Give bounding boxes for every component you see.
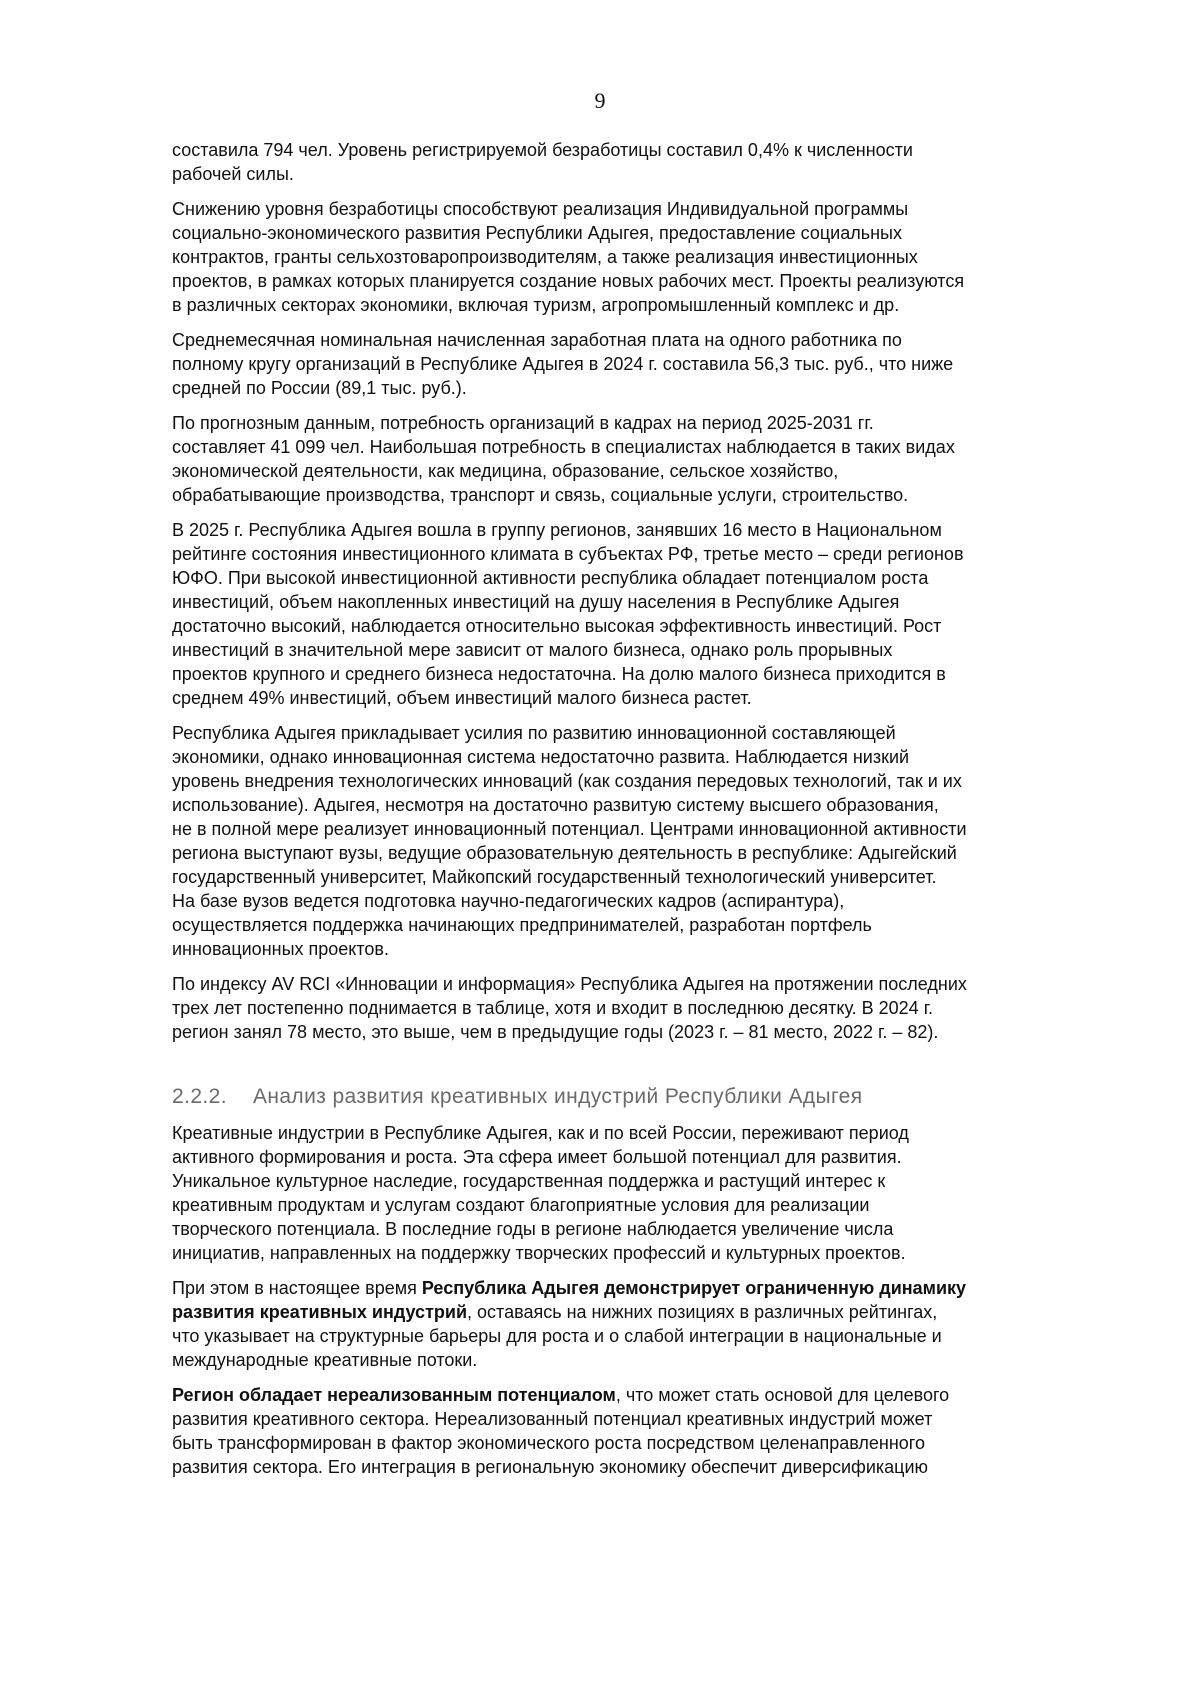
paragraph-unemployment-reduction: Снижению уровня безработицы способствуют реализация Индивидуальной программы социально-экономического развития Республики Адыгея, предоставление социальных контрактов, гранты сельхозтоваропроизводителям, а также реализация инвестиционных проектов, в рамках которых планируется создание новых рабочих мест. Проекты реализуются в различных секторах экономики, включая туризм, агропромышленный комплекс и др. <box>172 199 965 315</box>
paragraph-average-salary: Среднемесячная номинальная начисленная заработная плата на одного работника по полному кругу организаций в Республике Адыгея в 2024 г. составила 56,3 тыс. руб., что ниже средней по России (89,1 тыс. руб.). <box>172 330 954 398</box>
section-number: 2.2.2. <box>172 1085 227 1108</box>
section-title: Анализ развития креативных индустрий Республики Адыгея <box>252 1085 863 1108</box>
paragraph-unemployment-rate: составила 794 чел. Уровень регистрируемой безработицы составил 0,4% к численности рабочей силы. <box>172 140 913 184</box>
paragraph-innovation-system: Республика Адыгея прикладывает усилия по развитию инновационной составляющей экономики, однако инновационная система недостаточно развита. Наблюдается низкий уровень внедрения технологических инноваций (как создания передовых технологий, так и их использование). Адыгея, несмотря на достаточно развитую систему высшего образования, не в полной мере реализует инновационный потенциал. Центрами инновационной активности региона выступают вузы, ведущие образовательную деятельность в республике: Адыгейский государственный университет, Майкопский государственный технологический университет. На базе вузов ведется подготовка научно-педагогических кадров (аспирантура), осуществляется поддержка начинающих предпринимателей, разработан портфель инновационных проектов. <box>172 723 967 959</box>
paragraph-unrealized-potential <box>172 1383 1052 1479</box>
paragraph-innovation-index: По индексу AV RCI «Инновации и информация» Республика Адыгея на протяжении последних трех лет постепенно поднимается в таблице, хотя и входит в последнюю десятку. В 2024 г. регион занял 78 место, это выше, чем в предыдущие годы (2023 г. – 81 место, 2022 г. – 82). <box>172 974 967 1042</box>
paragraph-lead-text: При этом в настоящее время <box>172 1278 422 1298</box>
section-heading <box>172 1084 1052 1110</box>
paragraph-rest-text: , что может стать основой для целевого развития креативного сектора. Нереализованный потенциал креативных индустрий может быть трансформирован в фактор экономического роста посредством целенаправленного развития сектора. Его интеграция в региональную экономику обеспечит диверсификацию <box>172 1385 950 1477</box>
paragraph-creative-industries-intro: Креативные индустрии в Республике Адыгея, как и по всей России, переживают период активного формирования и роста. Эта сфера имеет большой потенциал для развития. Уникальное культурное наследие, государственная поддержка и растущий интерес к креативным продуктам и услугам создают благоприятные условия для реализации творческого потенциала. В последние годы в регионе наблюдается увеличение числа инициатив, направленных на поддержку творческих профессий и культурных проектов. <box>172 1123 909 1263</box>
paragraph-staff-demand: По прогнозным данным, потребность организаций в кадрах на период 2025-2031 гг. составляет 41 099 чел. Наибольшая потребность в специалистах наблюдается в таких видах экономической деятельности, как медицина, образование, сельское хозяйство, обрабатывающие производства, транспорт и связь, социальные услуги, строительство. <box>172 413 955 505</box>
paragraph-bold-text: Республика Адыгея демонстрирует ограниченную динамику развития креативных индустрий <box>172 1278 967 1322</box>
paragraph-investment-climate: В 2025 г. Республика Адыгея вошла в группу регионов, занявших 16 место в Национальном рейтинге состояния инвестиционного климата в субъектах РФ, третье место – среди регионов ЮФО. При высокой инвестиционной активности республика обладает потенциалом роста инвестиций, объем накопленных инвестиций на душу населения в Республике Адыгея достаточно высокий, наблюдается относительно высокая эффективность инвестиций. Рост инвестиций в значительной мере зависит от малого бизнеса, однако роль прорывных проектов крупного и среднего бизнеса недостаточна. На долю малого бизнеса приходится в среднем 49% инвестиций, объем инвестиций малого бизнеса растет. <box>172 520 964 708</box>
page-number: 9 <box>594 88 606 113</box>
paragraph-bold-text: Регион обладает нереализованным потенциалом <box>172 1385 616 1405</box>
paragraph-rest-text: , оставаясь на нижних позициях в различных рейтингах, что указывает на структурные барьеры для роста и о слабой интеграции в национальные и международные креативные потоки. <box>172 1302 942 1370</box>
paragraph-limited-dynamics <box>172 1276 1052 1372</box>
page-content <box>172 138 1052 1490</box>
